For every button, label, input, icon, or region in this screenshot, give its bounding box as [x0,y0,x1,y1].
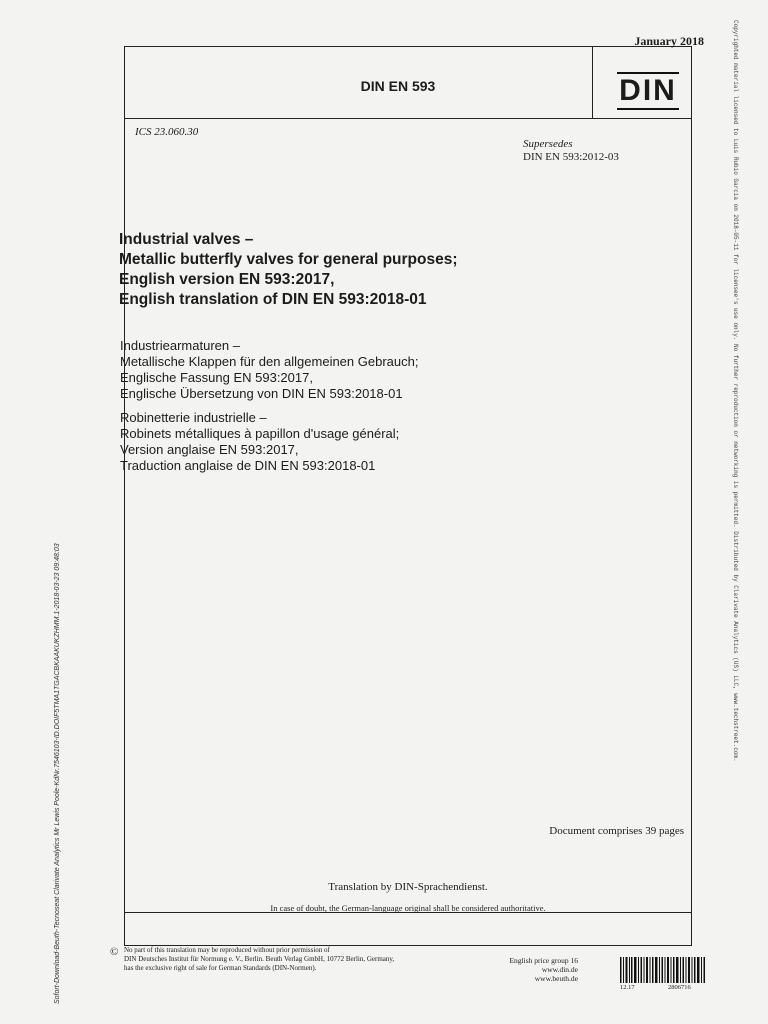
legal-line: DIN Deutsches Institut für Normung e. V., Berlin. Beuth Verlag GmbH, 10772 Berlin, Germany, [124,955,395,963]
issue-date: January 2018 [634,34,704,48]
beuth-website-link[interactable]: www.beuth.de [534,974,578,983]
title-french [120,410,540,474]
legal-notice [124,946,464,973]
title-english [119,230,599,310]
legal-line: has the exclusive right of sale for German Standards (DIN-Normen). [124,964,317,972]
title-line: English version EN 593:2017, [119,271,335,288]
supersedes-label: Supersedes [523,138,573,150]
price-group: English price group 16 [509,956,578,965]
title-german [120,338,540,402]
side-download-stamp: Sofort-Download-Beuth-Tecnoseat Clarivate Analytics Mr Lewis Poole-KdNr.7546103-ID.DOIF5TMA1TGACBKAAKUKZHMM.1-2018-03-23 09:48:03 [54,543,61,1004]
barcode-date-code: 12.17 [620,984,635,991]
logo-divider [592,46,593,118]
copyright-icon: © [110,946,119,958]
standard-number: DIN EN 593 [360,78,436,94]
title-line: Industrial valves – [119,231,254,248]
legal-line: No part of this translation may be reproduced without prior permission of [124,946,330,954]
title-line: Metallic butterfly valves for general purposes; [119,251,458,268]
supersedes-value: DIN EN 593:2012-03 [523,151,619,163]
document-frame [124,46,692,946]
title-line: Traduction anglaise de DIN EN 593:2018-01 [120,458,376,473]
title-line: Metallische Klappen für den allgemeinen Gebrauch; [120,354,419,369]
title-line: Robinets métalliques à papillon d'usage général; [120,426,400,441]
barcode-icon [620,957,706,983]
din-logo [616,70,680,112]
side-license-stamp: Copyrighted material licensed to Luis Rubio Garcia on 2018-05-11 for licensee's use only. No further reproduction or networking is permitted. Distributed by Clarivate Analytics (US) LLC, www.techstreet.com. [732,20,739,762]
price-block [450,956,578,983]
page-count: Document comprises 39 pages [549,825,684,837]
barcode-number: 2806716 [668,984,691,991]
din-website-link[interactable]: www.din.de [541,965,578,974]
din-logo-text: DIN [617,72,679,110]
title-line: English translation of DIN EN 593:2018-01 [119,291,427,308]
authority-note: In case of doubt, the German-language original shall be considered authoritative. [270,903,546,913]
title-line: Version anglaise EN 593:2017, [120,442,299,457]
title-line: Industriearmaturen – [120,338,240,353]
translation-note: Translation by DIN-Sprachendienst. [328,881,488,893]
ics-code: ICS 23.060.30 [135,126,199,138]
title-line: Robinetterie industrielle – [120,410,267,425]
title-line: Englische Fassung EN 593:2017, [120,370,313,385]
supersedes-block [523,138,619,164]
title-line: Englische Übersetzung von DIN EN 593:2018-01 [120,386,403,401]
header-divider [124,118,692,119]
